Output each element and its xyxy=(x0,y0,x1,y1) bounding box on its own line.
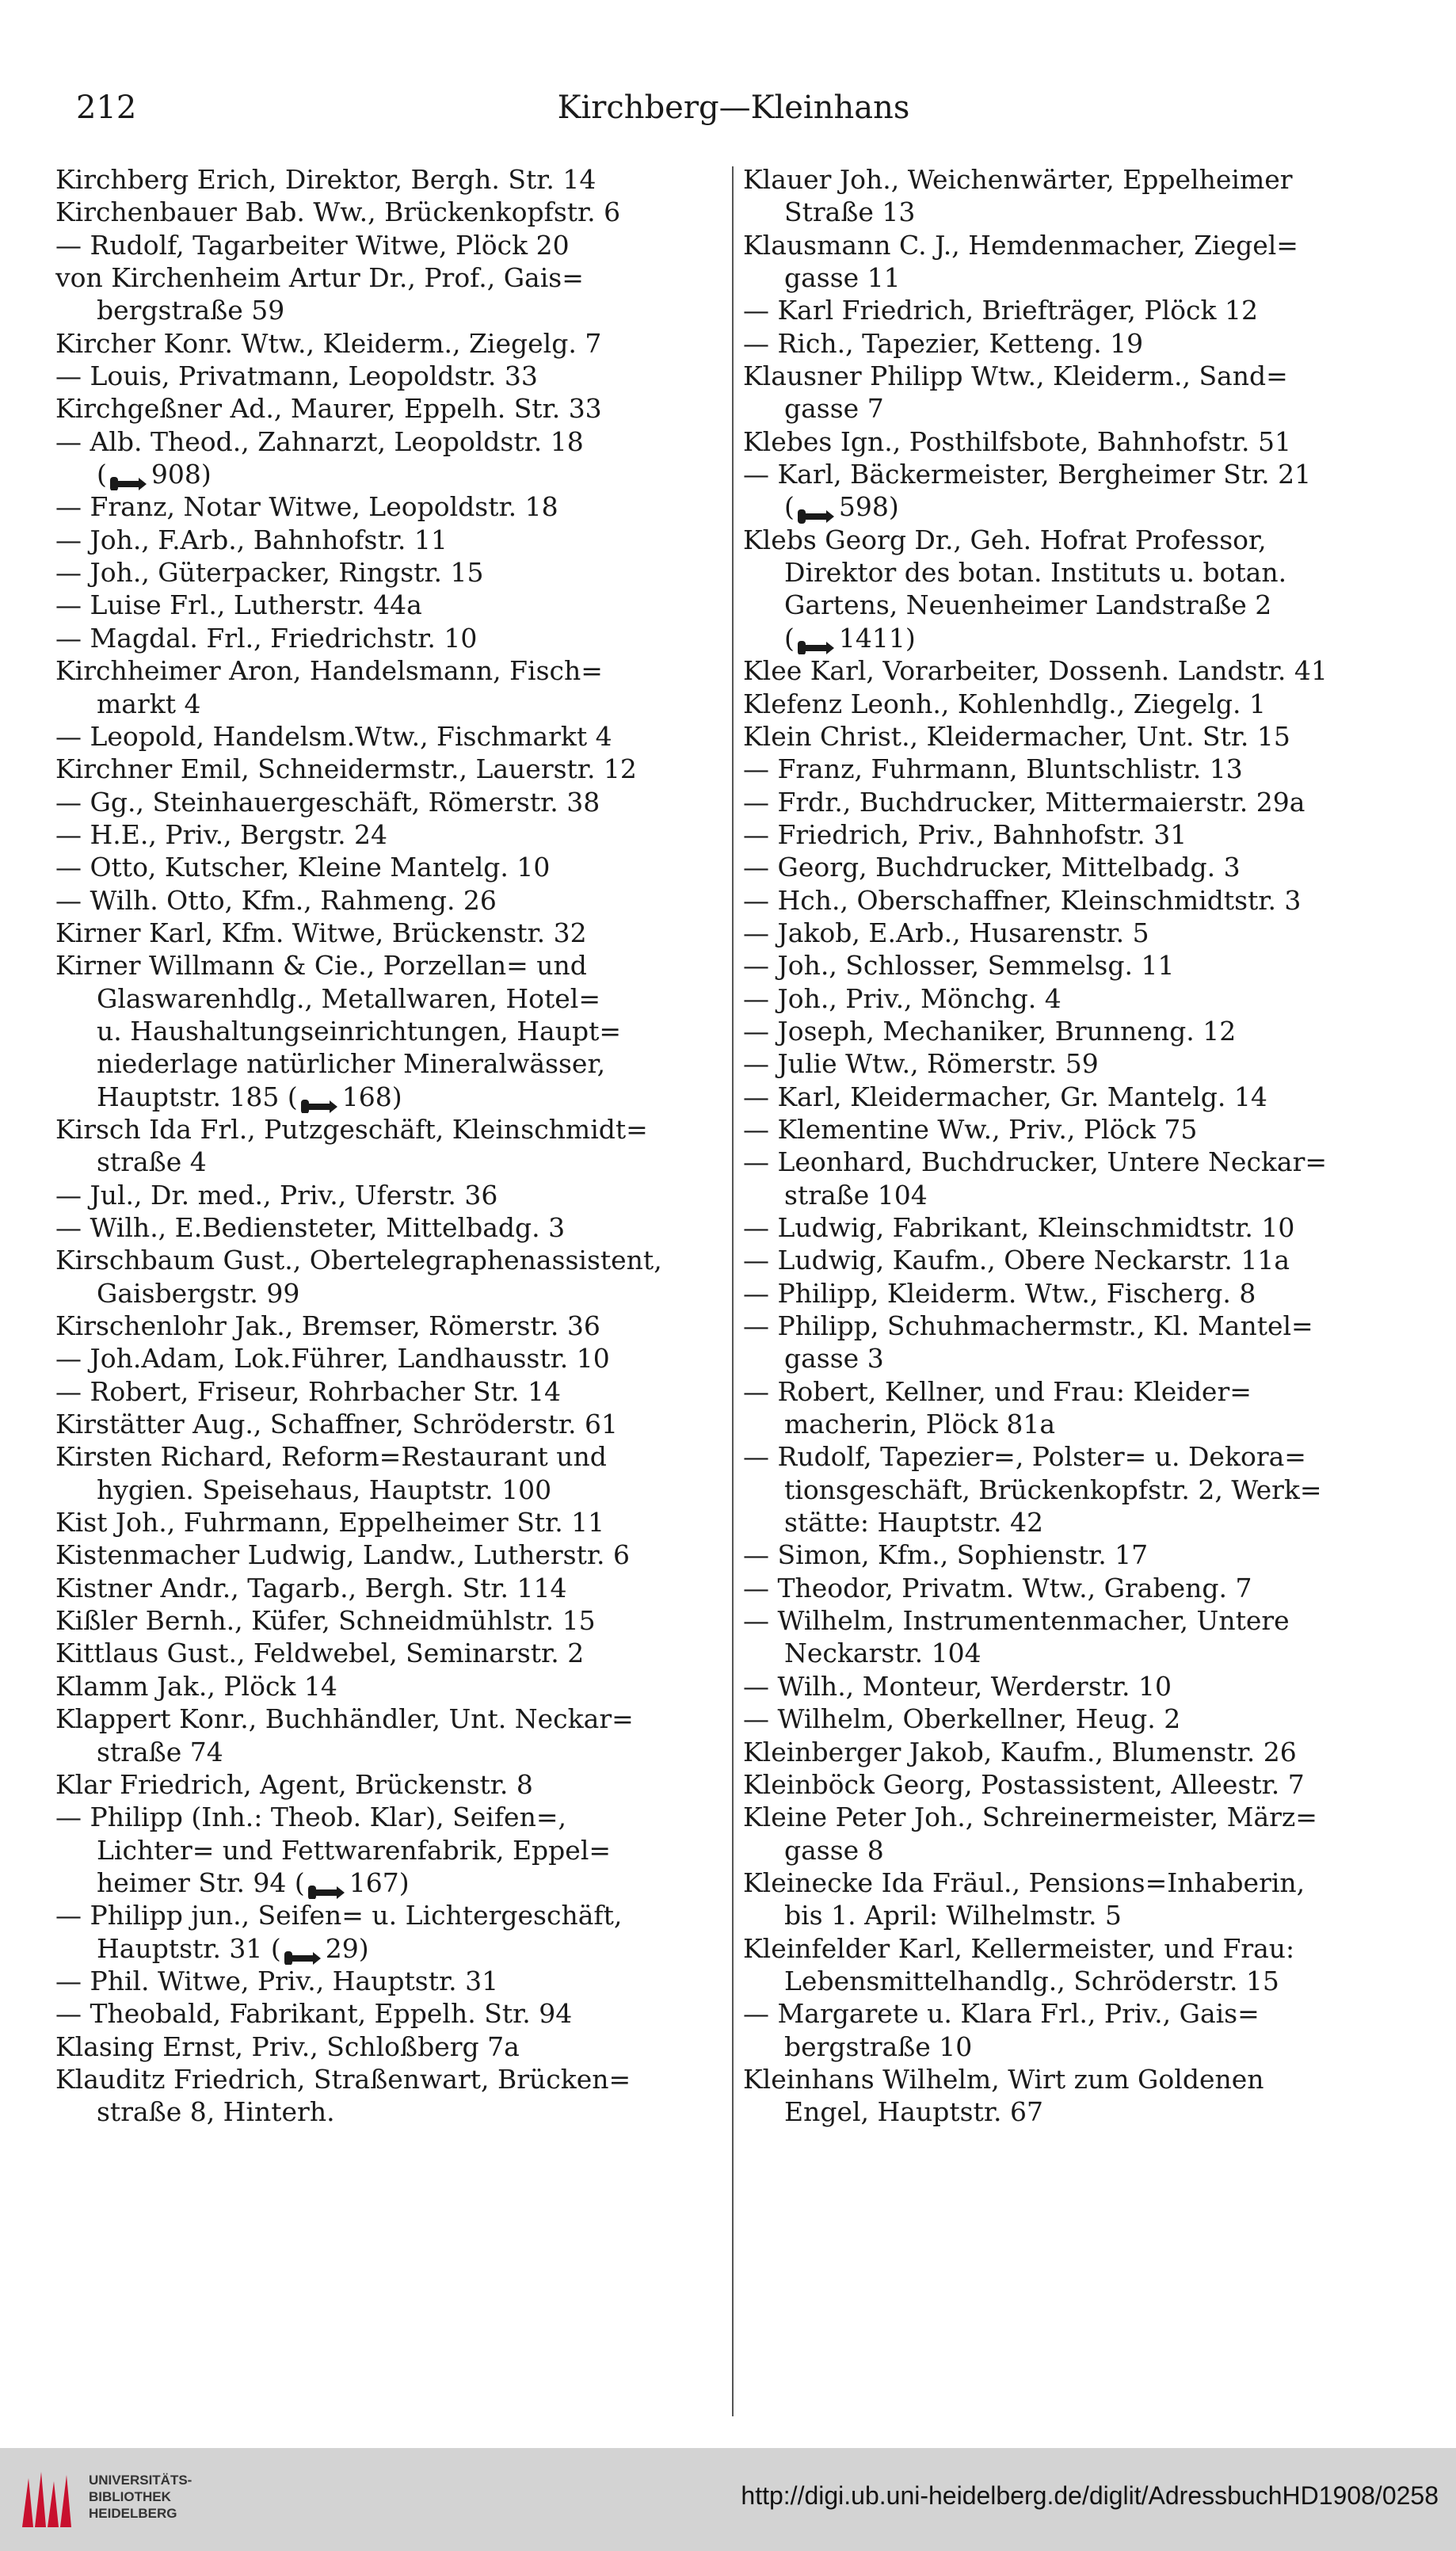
directory-entry xyxy=(743,949,1394,982)
entry-text: Straße 13 xyxy=(784,196,916,228)
entry-text: — Rudolf, Tapezier=, Polster= u. Dekora= xyxy=(743,1441,1306,1473)
entry-text: — Wilh., E.Bediensteter, Mittelbadg. 3 xyxy=(55,1212,566,1243)
entry-continuation-line xyxy=(743,556,1394,589)
entry-text: — Joh., Schlosser, Semmelsg. 11 xyxy=(743,950,1175,982)
entry-text: — Friedrich, Priv., Bahnhofstr. 31 xyxy=(743,818,1187,850)
entry-text: — Robert, Friseur, Rohrbacher Str. 14 xyxy=(55,1375,562,1407)
entry-text: — Karl, Kleidermacher, Gr. Mantelg. 14 xyxy=(743,1081,1267,1112)
entry-text: Klebes Ign., Posthilfsbote, Bahnhofstr. 51 xyxy=(743,425,1291,457)
entry-text: — Leonhard, Buchdrucker, Untere Neckar= xyxy=(743,1146,1328,1178)
right-column xyxy=(743,163,1394,2334)
telephone-receiver-icon xyxy=(307,1876,346,1893)
entry-text: — Frdr., Buchdrucker, Mittermaierstr. 29a xyxy=(743,786,1305,818)
phone-number: 167) xyxy=(349,1867,410,1898)
entry-text: — Philipp (Inh.: Theob. Klar), Seifen=, xyxy=(55,1802,566,1833)
directory-entry xyxy=(55,1244,707,1276)
entry-continuation-line xyxy=(743,1834,1394,1867)
directory-entry xyxy=(55,1506,707,1539)
column-divider xyxy=(732,166,734,2416)
directory-entry xyxy=(55,1408,707,1440)
entry-text: — Philipp, Schuhmachermstr., Kl. Mantel= xyxy=(743,1310,1313,1342)
entry-text: gasse 8 xyxy=(784,1834,884,1866)
entry-text: — Jul., Dr. med., Priv., Uferstr. 36 xyxy=(55,1179,498,1211)
entry-text: — Ludwig, Fabrikant, Kleinschmidtstr. 10 xyxy=(743,1212,1295,1243)
entry-continuation-line xyxy=(743,1965,1394,1997)
directory-entry xyxy=(743,1047,1394,1080)
directory-entry xyxy=(743,1015,1394,1047)
entry-text: Engel, Hauptstr. 67 xyxy=(784,2096,1043,2128)
entry-continuation-line xyxy=(55,1474,707,1506)
directory-entry xyxy=(55,1113,707,1146)
directory-entry xyxy=(743,1736,1394,1768)
directory-entry xyxy=(55,2063,707,2095)
phone-number: 598) xyxy=(838,491,899,523)
directory-entry xyxy=(743,786,1394,818)
entry-text: Klee Karl, Vorarbeiter, Dossenh. Landstr. 41 xyxy=(743,655,1328,687)
directory-entry xyxy=(55,1539,707,1571)
entry-text: Klamm Jak., Plöck 14 xyxy=(55,1670,337,1702)
phone-number: 168) xyxy=(341,1081,402,1112)
entry-continuation-line xyxy=(743,1179,1394,1211)
directory-entry xyxy=(743,1572,1394,1604)
directory-entry xyxy=(743,1539,1394,1571)
entry-text: — Julie Wtw., Römerstr. 59 xyxy=(743,1048,1099,1080)
entry-text: Gaisbergstr. 99 xyxy=(97,1277,300,1309)
directory-entry xyxy=(55,949,707,982)
entry-text: heimer Str. 94 ( xyxy=(97,1867,305,1898)
entry-text: — Philipp, Kleiderm. Wtw., Fischerg. 8 xyxy=(743,1277,1256,1309)
entry-continuation-line xyxy=(55,982,707,1015)
page-header xyxy=(76,76,1391,139)
directory-entry xyxy=(55,1965,707,1997)
entry-text: Hauptstr. 31 ( xyxy=(97,1932,281,1964)
directory-entry xyxy=(743,1867,1394,1899)
entry-text: von Kirchenheim Artur Dr., Prof., Gais= xyxy=(55,262,584,294)
entry-text: gasse 7 xyxy=(784,393,884,425)
telephone-receiver-icon xyxy=(796,631,836,649)
entry-continuation-line xyxy=(743,1342,1394,1375)
entry-continuation-line xyxy=(743,1474,1394,1506)
entry-text: Kirschenlohr Jak., Bremser, Römerstr. 36 xyxy=(55,1310,600,1342)
directory-entry xyxy=(55,1899,707,1931)
library-logo-icon xyxy=(14,2464,86,2535)
directory-entry xyxy=(743,1310,1394,1342)
entry-continuation-line xyxy=(55,294,707,326)
entry-text: bergstraße 59 xyxy=(97,295,285,326)
directory-entry xyxy=(743,1277,1394,1310)
entry-continuation-line xyxy=(55,1081,707,1113)
page-number: 212 xyxy=(76,90,137,126)
directory-entry xyxy=(55,1768,707,1801)
entry-text: — Wilhelm, Instrumentenmacher, Untere xyxy=(743,1605,1290,1637)
entry-text: Klebs Georg Dr., Geh. Hofrat Professor, xyxy=(743,524,1267,555)
directory-entry xyxy=(55,753,707,785)
directory-entry xyxy=(55,851,707,883)
entry-text: Kistner Andr., Tagarb., Bergh. Str. 114 xyxy=(55,1572,567,1603)
directory-entry xyxy=(743,163,1394,196)
entry-text: Klappert Konr., Buchhändler, Unt. Neckar= xyxy=(55,1703,634,1735)
entry-text: Kistenmacher Ludwig, Landw., Lutherstr. 6 xyxy=(55,1539,630,1571)
phone-number: 1411) xyxy=(838,622,916,654)
entry-text: macherin, Plöck 81a xyxy=(784,1409,1056,1440)
entry-continuation-line xyxy=(743,261,1394,294)
directory-entry xyxy=(743,1932,1394,1965)
directory-entry xyxy=(743,1703,1394,1735)
directory-entry xyxy=(55,490,707,523)
entry-text: — Margarete u. Klara Frl., Priv., Gais= xyxy=(743,1998,1260,2030)
entry-continuation-line xyxy=(743,1408,1394,1440)
entry-text: Klein Christ., Kleidermacher, Unt. Str. 15 xyxy=(743,720,1290,752)
entry-text: — Magdal. Frl., Friedrichstr. 10 xyxy=(55,622,478,654)
entry-text: bergstraße 10 xyxy=(784,2031,973,2062)
entry-text: Kirchgeßner Ad., Maurer, Eppelh. Str. 33 xyxy=(55,393,602,425)
directory-entry xyxy=(55,1997,707,2030)
directory-entry xyxy=(743,1604,1394,1637)
entry-text: tionsgeschäft, Brückenkopfstr. 2, Werk= xyxy=(784,1474,1322,1505)
entry-continuation-line xyxy=(55,1277,707,1310)
entry-text: — Robert, Kellner, und Frau: Kleider= xyxy=(743,1375,1252,1407)
directory-entry xyxy=(743,1244,1394,1276)
entry-text: Kirner Karl, Kfm. Witwe, Brückenstr. 32 xyxy=(55,917,587,948)
entry-text: Kirsten Richard, Reform=Restaurant und xyxy=(55,1441,607,1473)
telephone-receiver-icon xyxy=(109,467,148,485)
directory-entry xyxy=(55,720,707,753)
directory-entry xyxy=(55,1211,707,1244)
directory-entry xyxy=(743,753,1394,785)
directory-entry xyxy=(55,917,707,949)
source-url-link[interactable]: http://digi.ub.uni-heidelberg.de/diglit/AdressbuchHD1908/0258 xyxy=(741,2481,1439,2510)
directory-entry xyxy=(55,163,707,196)
entry-continuation-line xyxy=(743,490,1394,523)
entry-text: — Ludwig, Kaufm., Obere Neckarstr. 11a xyxy=(743,1245,1290,1276)
directory-entry xyxy=(55,261,707,294)
directory-entry xyxy=(743,688,1394,720)
entry-text: — H.E., Priv., Bergstr. 24 xyxy=(55,818,388,850)
directory-entry xyxy=(55,2031,707,2063)
directory-entry xyxy=(743,1670,1394,1703)
phone-number: 29) xyxy=(325,1932,369,1964)
directory-entry xyxy=(743,1440,1394,1473)
directory-entry xyxy=(55,1637,707,1669)
entry-text: Kirner Willmann & Cie., Porzellan= und xyxy=(55,950,587,982)
directory-entry xyxy=(743,327,1394,360)
entry-text: — Rich., Tapezier, Ketteng. 19 xyxy=(743,327,1144,359)
directory-entry xyxy=(55,556,707,589)
entry-text: straße 104 xyxy=(784,1179,928,1211)
directory-entry xyxy=(55,1342,707,1375)
entry-text: Glaswarenhdlg., Metallwaren, Hotel= xyxy=(97,982,600,1014)
directory-entry xyxy=(55,818,707,851)
directory-entry xyxy=(743,851,1394,883)
entry-continuation-line xyxy=(55,1047,707,1080)
directory-entry xyxy=(55,1604,707,1637)
directory-entry xyxy=(743,917,1394,949)
running-head: Kirchberg—Kleinhans xyxy=(557,90,910,126)
directory-entry xyxy=(55,654,707,687)
directory-entry xyxy=(743,1997,1394,2030)
footer-bar xyxy=(0,2448,1456,2551)
entry-text: Kirchberg Erich, Direktor, Bergh. Str. 14 xyxy=(55,164,597,195)
entry-text: — Simon, Kfm., Sophienstr. 17 xyxy=(743,1539,1149,1571)
entry-text: Klauer Joh., Weichenwärter, Eppelheimer xyxy=(743,164,1293,195)
entry-text: — Joseph, Mechaniker, Brunneng. 12 xyxy=(743,1015,1237,1047)
directory-entry xyxy=(743,2063,1394,2095)
entry-text: Klar Friedrich, Agent, Brückenstr. 8 xyxy=(55,1768,533,1800)
entry-continuation-line xyxy=(743,2031,1394,2063)
entry-text: straße 74 xyxy=(97,1736,223,1767)
directory-entry xyxy=(55,1801,707,1833)
left-column xyxy=(55,163,707,2334)
entry-text: Kirchner Emil, Schneidermstr., Lauerstr. 12 xyxy=(55,753,637,785)
directory-entry xyxy=(55,1440,707,1473)
entry-text: — Joh., Güterpacker, Ringstr. 15 xyxy=(55,557,484,589)
directory-entry xyxy=(743,294,1394,326)
telephone-receiver-icon xyxy=(299,1090,339,1108)
directory-entry xyxy=(743,425,1394,458)
entry-text: ( xyxy=(97,459,107,490)
entry-text: gasse 3 xyxy=(784,1343,884,1375)
entry-text: markt 4 xyxy=(97,688,201,719)
directory-entry xyxy=(743,720,1394,753)
entry-text: Kleinböck Georg, Postassistent, Alleestr. 7 xyxy=(743,1768,1305,1800)
directory-entry xyxy=(743,654,1394,687)
entry-continuation-line xyxy=(55,458,707,490)
entry-continuation-line xyxy=(743,392,1394,425)
directory-entry xyxy=(55,425,707,458)
entry-text: — Luise Frl., Lutherstr. 44a xyxy=(55,589,422,621)
entry-text: Kircher Konr. Wtw., Kleiderm., Ziegelg. 7 xyxy=(55,327,602,359)
entry-text: — Leopold, Handelsm.Wtw., Fischmarkt 4 xyxy=(55,720,612,752)
entry-text: — Karl, Bäckermeister, Bergheimer Str. 21 xyxy=(743,459,1312,490)
entry-text: — Joh.Adam, Lok.Führer, Landhausstr. 10 xyxy=(55,1343,610,1375)
entry-text: Kirchheimer Aron, Handelsmann, Fisch= xyxy=(55,655,603,687)
entry-continuation-line xyxy=(743,1637,1394,1669)
directory-entry xyxy=(55,1179,707,1211)
directory-entry xyxy=(743,229,1394,261)
directory-entry xyxy=(55,360,707,392)
entry-continuation-line xyxy=(743,589,1394,621)
entry-text: Gartens, Neuenheimer Landstraße 2 xyxy=(784,589,1272,621)
entry-text: Kist Joh., Fuhrmann, Eppelheimer Str. 11 xyxy=(55,1507,605,1539)
entry-text: gasse 11 xyxy=(784,262,901,294)
entry-text: Kirschbaum Gust., Obertelegraphenassistent, xyxy=(55,1245,662,1276)
entry-text: — Theodor, Privatm. Wtw., Grabeng. 7 xyxy=(743,1572,1252,1603)
entry-text: ( xyxy=(784,491,795,523)
entry-text: — Phil. Witwe, Priv., Hauptstr. 31 xyxy=(55,1965,499,1996)
entry-text: — Alb. Theod., Zahnarzt, Leopoldstr. 18 xyxy=(55,425,584,457)
entry-text: Direktor des botan. Instituts u. botan. xyxy=(784,557,1287,589)
entry-text: — Philipp jun., Seifen= u. Lichtergeschäft, xyxy=(55,1900,623,1931)
directory-entry xyxy=(743,1211,1394,1244)
entry-continuation-line xyxy=(55,1867,707,1899)
phone-number: 908) xyxy=(151,459,212,490)
directory-entry xyxy=(743,1146,1394,1178)
entry-text: — Wilh. Otto, Kfm., Rahmeng. 26 xyxy=(55,884,497,916)
entry-text: Hauptstr. 185 ( xyxy=(97,1081,298,1112)
entry-text: Kirchenbauer Bab. Ww., Brückenkopfstr. 6 xyxy=(55,196,621,228)
entry-continuation-line xyxy=(743,1899,1394,1931)
entry-text: Klefenz Leonh., Kohlenhdlg., Ziegelg. 1 xyxy=(743,688,1266,719)
entry-continuation-line xyxy=(743,196,1394,228)
telephone-receiver-icon xyxy=(283,1942,322,1959)
entry-text: — Jakob, E.Arb., Husarenstr. 5 xyxy=(743,917,1149,948)
entry-text: Kleinhans Wilhelm, Wirt zum Goldenen xyxy=(743,2063,1264,2095)
directory-entry xyxy=(743,1113,1394,1146)
entry-text: u. Haushaltungseinrichtungen, Haupt= xyxy=(97,1015,621,1047)
entry-text: Lichter= und Fettwarenfabrik, Eppel= xyxy=(97,1834,612,1866)
entry-text: Klausmann C. J., Hemdenmacher, Ziegel= xyxy=(743,229,1298,261)
entry-continuation-line xyxy=(743,1506,1394,1539)
entry-continuation-line xyxy=(55,1736,707,1768)
entry-text: Klausner Philipp Wtw., Kleiderm., Sand= xyxy=(743,360,1288,392)
directory-entry xyxy=(55,1703,707,1735)
entry-text: — Joh., Priv., Mönchg. 4 xyxy=(743,982,1062,1014)
entry-text: — Wilh., Monteur, Werderstr. 10 xyxy=(743,1670,1172,1702)
library-name: UNIVERSITÄTS- BIBLIOTHEK HEIDELBERG xyxy=(89,2473,192,2521)
directory-entry xyxy=(743,1801,1394,1833)
entry-text: — Georg, Buchdrucker, Mittelbadg. 3 xyxy=(743,852,1241,883)
entry-text: — Gg., Steinhauergeschäft, Römerstr. 38 xyxy=(55,786,600,818)
entry-text: straße 8, Hinterh. xyxy=(97,2096,335,2128)
directory-entry xyxy=(743,458,1394,490)
entry-text: Kittlaus Gust., Feldwebel, Seminarstr. 2 xyxy=(55,1638,585,1669)
directory-entry xyxy=(55,786,707,818)
directory-entry xyxy=(55,327,707,360)
entry-continuation-line xyxy=(743,2095,1394,2128)
directory-entry xyxy=(55,1310,707,1342)
entry-text: — Louis, Privatmann, Leopoldstr. 33 xyxy=(55,360,538,392)
entry-continuation-line xyxy=(55,1015,707,1047)
entry-text: Lebensmittelhandlg., Schröderstr. 15 xyxy=(784,1965,1279,1996)
entry-text: ( xyxy=(784,622,795,654)
entry-text: — Karl Friedrich, Briefträger, Plöck 12 xyxy=(743,295,1258,326)
entry-continuation-line xyxy=(55,688,707,720)
directory-entry xyxy=(55,229,707,261)
directory-entry xyxy=(55,1670,707,1703)
entry-text: — Klementine Ww., Priv., Plöck 75 xyxy=(743,1113,1198,1145)
entry-text: — Joh., F.Arb., Bahnhofstr. 11 xyxy=(55,524,448,555)
entry-text: stätte: Hauptstr. 42 xyxy=(784,1507,1043,1539)
entry-continuation-line xyxy=(55,1834,707,1867)
directory-entry xyxy=(55,884,707,917)
entry-text: Kleine Peter Joh., Schreinermeister, März= xyxy=(743,1802,1317,1833)
directory-entry xyxy=(55,1572,707,1604)
entry-text: niederlage natürlicher Mineralwässer, xyxy=(97,1048,606,1080)
entry-text: Neckarstr. 104 xyxy=(784,1638,981,1669)
directory-entry xyxy=(743,360,1394,392)
directory-entry xyxy=(743,818,1394,851)
directory-entry xyxy=(743,982,1394,1015)
entry-text: — Wilhelm, Oberkellner, Heug. 2 xyxy=(743,1703,1181,1735)
entry-text: straße 4 xyxy=(97,1146,207,1178)
entry-text: hygien. Speisehaus, Hauptstr. 100 xyxy=(97,1474,552,1505)
entry-text: — Otto, Kutscher, Kleine Mantelg. 10 xyxy=(55,852,551,883)
entry-continuation-line xyxy=(55,2095,707,2128)
entry-continuation-line xyxy=(55,1146,707,1178)
directory-entry xyxy=(55,622,707,654)
directory-entry xyxy=(743,1768,1394,1801)
entry-text: Kißler Bernh., Küfer, Schneidmühlstr. 15 xyxy=(55,1605,596,1637)
entry-text: — Franz, Fuhrmann, Bluntschlistr. 13 xyxy=(743,753,1243,785)
entry-text: Klauditz Friedrich, Straßenwart, Brücken= xyxy=(55,2063,631,2095)
directory-entry xyxy=(743,884,1394,917)
entry-text: bis 1. April: Wilhelmstr. 5 xyxy=(784,1900,1122,1931)
entry-text: — Rudolf, Tagarbeiter Witwe, Plöck 20 xyxy=(55,229,570,261)
directory-entry xyxy=(55,1375,707,1408)
entry-text: Kirstätter Aug., Schaffner, Schröderstr. 61 xyxy=(55,1409,618,1440)
entry-continuation-line xyxy=(55,1932,707,1965)
entry-text: Kleinberger Jakob, Kaufm., Blumenstr. 26 xyxy=(743,1736,1297,1767)
entry-text: — Franz, Notar Witwe, Leopoldstr. 18 xyxy=(55,491,558,523)
directory-entry xyxy=(743,1375,1394,1408)
directory-entry xyxy=(55,196,707,228)
directory-entry xyxy=(55,392,707,425)
directory-entry xyxy=(743,524,1394,556)
telephone-receiver-icon xyxy=(796,500,836,517)
directory-entry xyxy=(55,589,707,621)
entry-text: Kleinecke Ida Fräul., Pensions=Inhaberin, xyxy=(743,1867,1305,1898)
entry-text: Kirsch Ida Frl., Putzgeschäft, Kleinschmidt= xyxy=(55,1113,648,1145)
entry-text: Kleinfelder Karl, Kellermeister, und Frau: xyxy=(743,1932,1295,1964)
entry-text: Klasing Ernst, Priv., Schloßberg 7a xyxy=(55,2031,520,2062)
directory-entry xyxy=(55,524,707,556)
directory-entry xyxy=(743,1081,1394,1113)
entry-text: — Hch., Oberschaffner, Kleinschmidtstr. 3 xyxy=(743,884,1302,916)
entry-continuation-line xyxy=(743,622,1394,654)
entry-text: — Theobald, Fabrikant, Eppelh. Str. 94 xyxy=(55,1998,573,2030)
